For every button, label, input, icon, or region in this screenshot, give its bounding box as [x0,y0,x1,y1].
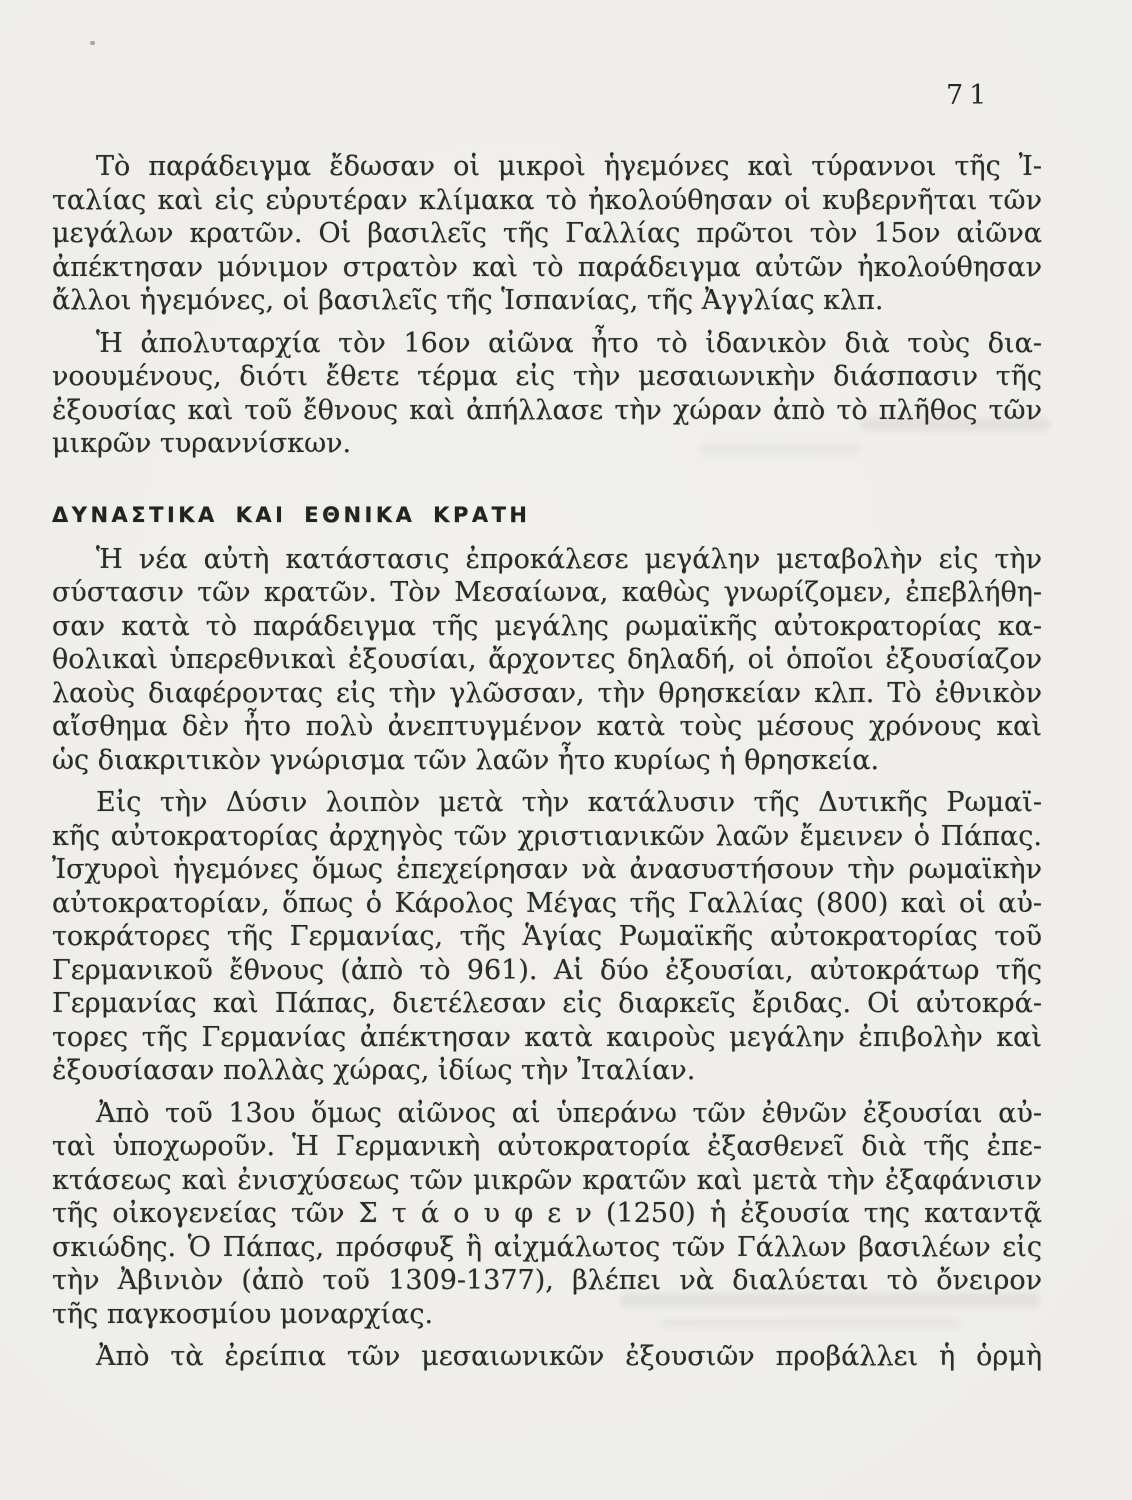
text-line: αὐτοκρατορίαν, ὅπως ὁ Κάρολος Μέγας τῆς Γαλλίας (800) καὶ οἱ αὐ- [52,887,1042,919]
paragraph [52,1340,1042,1374]
paragraph [52,1097,1042,1332]
text-line: Γερμανίας καὶ Πάπας, διετέλεσαν εἰς διαρκεῖς ἔριδας. Οἱ αὐτοκρά- [52,988,1042,1019]
text-line: νοουμένους, διότι ἔθετε τέρμα εἰς τὴν μεσαιωνικὴν διάσπασιν τῆς [52,361,1042,392]
scan-speck [90,41,95,45]
text-line: ἀπέκτησαν μόνιμον στρατὸν καὶ τὸ παράδειγμα αὐτῶν ἠκολούθησαν [52,251,1042,283]
text-line: κῆς αὐτοκρατορίας ἀρχηγὸς τῶν χριστιανικῶν λαῶν ἔμεινεν ὁ Πάπας. [52,820,1042,852]
text-line: σαν κατὰ τὸ παράδειγμα τῆς μεγάλης ρωμαϊκῆς αὐτοκρατορίας κα- [52,610,1042,642]
text-line: τορες τῆς Γερμανίας ἀπέκτησαν κατὰ καιροὺς μεγάλην ἐπιβολὴν καὶ [52,1021,1042,1053]
text-line: τῆς οἰκογενείας τῶν Σ τ ά ο υ φ ε ν (1250) ἡ ἐξουσία της καταντᾷ [52,1198,1042,1229]
text-line: ἄλλοι ἡγεμόνες, οἱ βασιλεῖς τῆς Ἱσπανίας, τῆς Ἀγγλίας κλπ. [52,285,884,316]
text-line: ταὶ ὑποχωροῦν. Ἡ Γερμανικὴ αὐτοκρατορία ἐξασθενεῖ διὰ τῆς ἐπε- [52,1131,1042,1162]
text-line: σύστασιν τῶν κρατῶν. Τὸν Μεσαίωνα, καθὼς γνωρίζομεν, ἐπεβλήθη- [52,577,1042,608]
text-line: τὴν Ἀβινιὸν (ἀπὸ τοῦ 1309-1377), βλέπει νὰ διαλύεται τὸ ὄνειρον [52,1265,1042,1296]
text-line: τῆς παγκοσμίου μοναρχίας. [52,1298,434,1330]
paragraph [52,327,1042,461]
text-line: Τὸ παράδειγμα ἔδωσαν οἱ μικροὶ ἡγεμόνες καὶ τύραννοι τῆς Ἰ- [96,151,1042,182]
paragraph [52,786,1042,1088]
text-line: θολικαὶ ὑπερεθνικαὶ ἐξουσίαι, ἄρχοντες δηλαδή, οἱ ὁποῖοι ἐξουσίαζον [52,644,1042,675]
text-block [52,150,1042,1383]
text-line: Γερμανικοῦ ἔθνους (ἀπὸ τὸ 961). Αἱ δύο ἐξουσίαι, αὐτοκράτωρ τῆς [52,954,1042,986]
text-line: ὡς διακριτικὸν γνώρισμα τῶν λαῶν ἦτο κυρίως ἡ θρησκεία. [52,744,880,776]
text-line: μικρῶν τυραννίσκων. [52,428,352,459]
paragraph [52,150,1042,318]
text-line: ἐξουσίασαν πολλὰς χώρας, ἰδίως τὴν Ἰταλίαν. [52,1055,696,1086]
text-line: λαοὺς διαφέροντας εἰς τὴν γλῶσσαν, τὴν θρησκείαν κλπ. Τὸ ἐθνικὸν [52,677,1042,709]
text-line: Εἰς τὴν Δύσιν λοιπὸν μετὰ τὴν κατάλυσιν τῆς Δυτικῆς Ρωμαϊ- [96,787,1042,818]
text-line: Ἰσχυροὶ ἡγεμόνες ὅμως ἐπεχείρησαν νὰ ἀνασυστήσουν τὴν ρωμαϊκὴν [52,854,1042,885]
text-line: σκιώδης. Ὁ Πάπας, πρόσφυξ ἢ αἰχμάλωτος τῶν Γάλλων βασιλέων εἰς [52,1231,1042,1263]
text-line: Ἀπὸ τοῦ 13ου ὅμως αἰῶνος αἱ ὑπεράνω τῶν ἐθνῶν ἐξουσίαι αὐ- [96,1097,1042,1129]
text-line: αἴσθημα δὲν ἦτο πολὺ ἀνεπτυγμένον κατὰ τοὺς μέσους χρόνους καὶ [52,711,1042,742]
text-line: μεγάλων κρατῶν. Οἱ βασιλεῖς τῆς Γαλλίας πρῶτοι τὸν 15ον αἰῶνα [52,218,1042,249]
text-line: Ἀπὸ τὰ ἐρείπια τῶν μεσαιωνικῶν ἐξουσιῶν προβάλλει ἡ ὁρμὴ [96,1341,1042,1372]
text-line: ταλίας καὶ εἰς εὐρυτέραν κλίμακα τὸ ἠκολούθησαν οἱ κυβερνῆται τῶν [52,184,1042,216]
paragraph [52,543,1042,778]
text-line: Ἡ ἀπολυταρχία τὸν 16ον αἰῶνα ἦτο τὸ ἰδανικὸν διὰ τοὺς δια- [96,327,1042,359]
text-line: ἐξουσίας καὶ τοῦ ἔθνους καὶ ἀπήλλασε τὴν χώραν ἀπὸ τὸ πλῆθος τῶν [52,394,1042,426]
text-line: κτάσεως καὶ ἐνισχύσεως τῶν μικρῶν κρατῶν καὶ μετὰ τὴν ἐξαφάνισιν [52,1164,1042,1196]
text-line: Ἡ νέα αὐτὴ κατάστασις ἐπροκάλεσε μεγάλην μεταβολὴν εἰς τὴν [96,543,1042,575]
text-line: τοκράτορες τῆς Γερμανίας, τῆς Ἁγίας Ρωμαϊκῆς αὐτοκρατορίας τοῦ [52,921,1042,952]
section-heading: ΔΥΝΑΣΤΙΚΑ ΚΑΙ ΕΘΝΙΚΑ ΚΡΑΤΗ [52,502,531,527]
page-number: 71 [946,80,993,111]
